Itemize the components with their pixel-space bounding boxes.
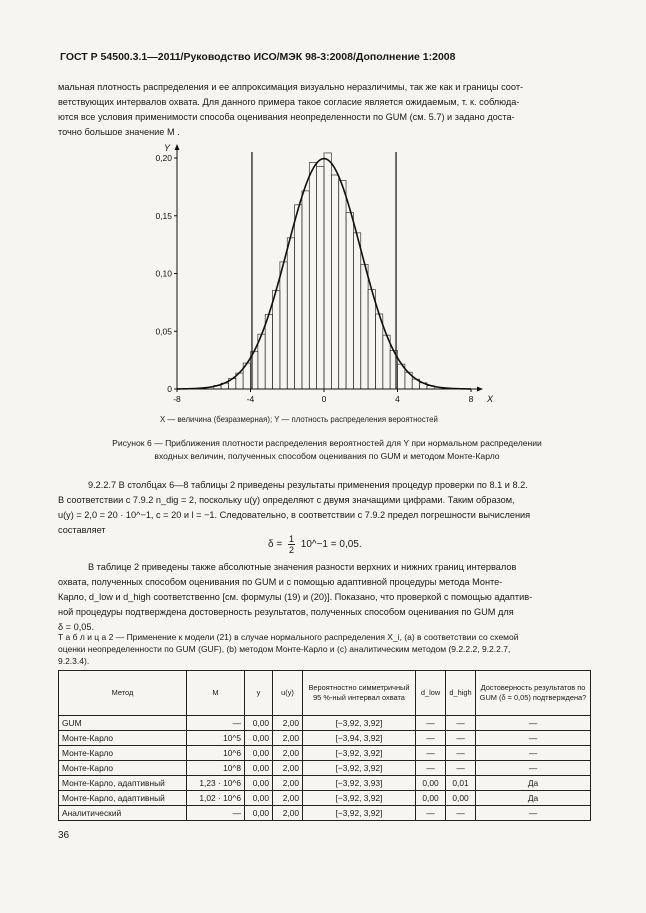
y-tick-label: 0,10 xyxy=(155,268,172,279)
chart-axes xyxy=(155,143,494,424)
histogram-bar xyxy=(331,175,338,389)
table-cell: [−3,94, 3,92] xyxy=(303,731,416,746)
table-cell: 2,00 xyxy=(273,776,303,791)
histogram-bar xyxy=(317,167,324,389)
table-cell: — xyxy=(476,746,591,761)
x-tick-label: 0 xyxy=(321,394,327,404)
table-cell: 0,00 xyxy=(245,716,273,731)
table-cell: 2,00 xyxy=(273,731,303,746)
table-cell: 0,00 xyxy=(245,776,273,791)
table-cell: 1,02 · 10^6 xyxy=(187,791,245,806)
para-line: Карло, d_low и d_high соответственно [см. формулы (19) и (20)]. Показано, что проверкой с помощью адаптив- xyxy=(58,592,533,602)
histogram-bars xyxy=(214,153,435,389)
figure-caption: входных величин, полученных способом оценивания по GUM и методом Монте-Карло xyxy=(154,451,500,461)
x-tick-label: 4 xyxy=(395,394,400,404)
table-cell: 0,00 xyxy=(416,791,446,806)
table-cell: — xyxy=(446,761,476,776)
histogram-bar xyxy=(361,264,368,389)
x-tick-label: -8 xyxy=(173,394,181,404)
table-header-cell: u(y) xyxy=(273,671,303,716)
y-tick-label: 0,15 xyxy=(155,210,172,221)
table-cell: — xyxy=(187,716,245,731)
para-line: 9.2.2.7 В столбцах 6—8 таблицы 2 приведены результаты применения процедур проверки по 8.1 и 8.2. xyxy=(88,480,528,490)
y-axis-arrow xyxy=(175,144,180,150)
results-table xyxy=(58,670,591,821)
table-caption: Т а б л и ц а 2 — Применение к модели (21) в случае нормального распределения X_i, (a) в соответствии со схемой xyxy=(58,632,519,642)
para-line: охвата, полученных способом оценивания по GUM и с помощью адаптивной процедуры метода Монте- xyxy=(58,577,503,587)
density-chart xyxy=(0,138,646,428)
table-cell: — xyxy=(476,806,591,821)
histogram-bar xyxy=(309,163,316,389)
page-number: 36 xyxy=(58,830,70,841)
table-cell: [−3,92, 3,92] xyxy=(303,806,416,821)
histogram-bar xyxy=(346,213,353,389)
y-tick-label: 0,05 xyxy=(155,326,172,337)
table-cell: 10^8 xyxy=(187,761,245,776)
para-line: u(y) = 2,0 = 20 · 10^−1, c = 20 и l = −1. Следовательно, в соответствии с 7.9.2 предел погрешности вычисления xyxy=(58,510,531,520)
figure-caption: Рисунок 6 — Приближения плотности распределения вероятностей для Y при нормальном распределении xyxy=(112,438,542,448)
table-cell: 1,23 · 10^6 xyxy=(187,776,245,791)
table-cell: — xyxy=(416,716,446,731)
y-tick-label: 0 xyxy=(167,384,172,394)
table-header-row xyxy=(59,671,591,716)
table-row xyxy=(59,776,591,791)
table-cell: — xyxy=(476,761,591,776)
histogram-bar xyxy=(383,335,390,389)
table-cell: — xyxy=(446,716,476,731)
para-line: составляет xyxy=(58,525,106,535)
formula-denominator: 2 xyxy=(288,545,294,555)
formula-numerator: 1 xyxy=(288,534,294,544)
table-cell: 2,00 xyxy=(273,791,303,806)
chart-legend-text: X — величина (безразмерная); Y — плотность распределения вероятностей xyxy=(160,415,438,424)
table-cell: — xyxy=(476,716,591,731)
table-row xyxy=(59,791,591,806)
table-row xyxy=(59,731,591,746)
para-line: ной процедуры подтверждена достоверность результатов, полученных способом оценивания по GUM для xyxy=(58,607,514,617)
intro-line: мальная плотность распределения и ее аппроксимация визуально неразличимы, так же как и границы соот- xyxy=(58,82,524,92)
para-line: В соответствии с 7.9.2 n_dig = 2, поскольку u(y) определяют с двумя значащими цифрами. Таким образом, xyxy=(58,495,515,505)
formula-rest: 10^−1 = 0,05. xyxy=(300,539,362,551)
table-cell: 10^6 xyxy=(187,746,245,761)
table-cell: [−3,92, 3,92] xyxy=(303,761,416,776)
table-cell: — xyxy=(446,806,476,821)
table-cell: 0,00 xyxy=(245,731,273,746)
table-cell: — xyxy=(416,761,446,776)
table-row xyxy=(59,746,591,761)
histogram-bar xyxy=(302,191,309,389)
table-row xyxy=(59,806,591,821)
para-line: δ = 0,05. xyxy=(58,622,95,632)
table-cell: 0,00 xyxy=(245,761,273,776)
formula-lhs: δ = xyxy=(268,539,283,551)
table-header-cell: Достоверность результатов по GUM (δ = 0,05) подтверждена? xyxy=(476,671,591,716)
histogram-bar xyxy=(287,238,294,389)
intro-line: ветствующих интервалов охвата. Для данного примера такое согласие является ожидаемым, т. к. соблюда- xyxy=(58,97,520,107)
table-cell: 2,00 xyxy=(273,746,303,761)
page-header: ГОСТ Р 54500.3.1—2011/Руководство ИСО/МЭК 98-3:2008/Дополнение 1:2008 xyxy=(60,51,456,63)
table-cell: [−3,92, 3,92] xyxy=(303,791,416,806)
histogram-bar xyxy=(375,314,382,389)
intro-line: точно большое значение M . xyxy=(58,127,180,137)
x-tick-label: 8 xyxy=(468,394,474,404)
table-cell: — xyxy=(416,746,446,761)
table-cell: — xyxy=(416,731,446,746)
intro-line: ются все условия применимости способа оценивания неопределенности по GUM (см. 5.7) и задано доста- xyxy=(58,112,515,122)
table-cell: — xyxy=(446,746,476,761)
x-tick-label: -4 xyxy=(246,394,255,404)
table-cell: 2,00 xyxy=(273,806,303,821)
y-axis-label: Y xyxy=(164,143,171,153)
x-axis-label: X xyxy=(487,394,494,404)
histogram-bar xyxy=(368,290,375,389)
para-line: В таблице 2 приведены также абсолютные значения разности верхних и нижних границ интервалов xyxy=(88,562,517,572)
table-cell: — xyxy=(416,806,446,821)
x-axis-arrow xyxy=(477,387,483,392)
table-cell: 2,00 xyxy=(273,716,303,731)
table-cell: 0,01 xyxy=(446,776,476,791)
table-cell: 0,00 xyxy=(416,776,446,791)
histogram-bar xyxy=(295,205,302,389)
table-caption: 9.2.3.4). xyxy=(58,656,90,666)
table-cell: — xyxy=(187,806,245,821)
table-cell: Монте-Карло, адаптивный xyxy=(59,791,187,806)
table-cell: — xyxy=(476,731,591,746)
table-cell: Аналитический xyxy=(59,806,187,821)
table-cell: 2,00 xyxy=(273,761,303,776)
table-cell: 0,00 xyxy=(245,746,273,761)
table-header-cell: y xyxy=(245,671,273,716)
table-row xyxy=(59,716,591,731)
table-cell: 0,00 xyxy=(245,806,273,821)
histogram-bar xyxy=(353,233,360,389)
table-cell: GUM xyxy=(59,716,187,731)
table-row xyxy=(59,761,591,776)
table-header-cell: Метод xyxy=(59,671,187,716)
table-caption: оценки неопределенности по GUM (GUF), (b) методом Монте-Карло и (c) аналитическим методом (9.2.2.2, 9.2.2.7, xyxy=(58,644,511,654)
histogram-bar xyxy=(339,180,346,389)
table-header-cell: d_high xyxy=(446,671,476,716)
formula-fraction xyxy=(288,534,295,555)
table-cell: [−3,92, 3,92] xyxy=(303,746,416,761)
histogram-bar xyxy=(273,290,280,389)
histogram-bar xyxy=(324,153,331,389)
table-cell: 0,00 xyxy=(446,791,476,806)
table-cell: [−3,92, 3,93] xyxy=(303,776,416,791)
table-cell: Да xyxy=(476,776,591,791)
table-cell: Да xyxy=(476,791,591,806)
formula xyxy=(268,534,362,555)
table-cell: Монте-Карло xyxy=(59,746,187,761)
table-cell: 0,00 xyxy=(245,791,273,806)
table-cell: — xyxy=(446,731,476,746)
table-cell: [−3,92, 3,92] xyxy=(303,716,416,731)
histogram-bar xyxy=(280,262,287,389)
table-cell: Монте-Карло xyxy=(59,731,187,746)
y-tick-label: 0,20 xyxy=(155,153,172,163)
histogram-bar xyxy=(265,314,272,389)
table-header-cell: M xyxy=(187,671,245,716)
table-cell: Монте-Карло, адаптивный xyxy=(59,776,187,791)
table-cell: 10^5 xyxy=(187,731,245,746)
table-header-cell: d_low xyxy=(416,671,446,716)
table-cell: Монте-Карло xyxy=(59,761,187,776)
table-header-cell: Вероятностно симметричный 95 %-ный интервал охвата xyxy=(303,671,416,716)
